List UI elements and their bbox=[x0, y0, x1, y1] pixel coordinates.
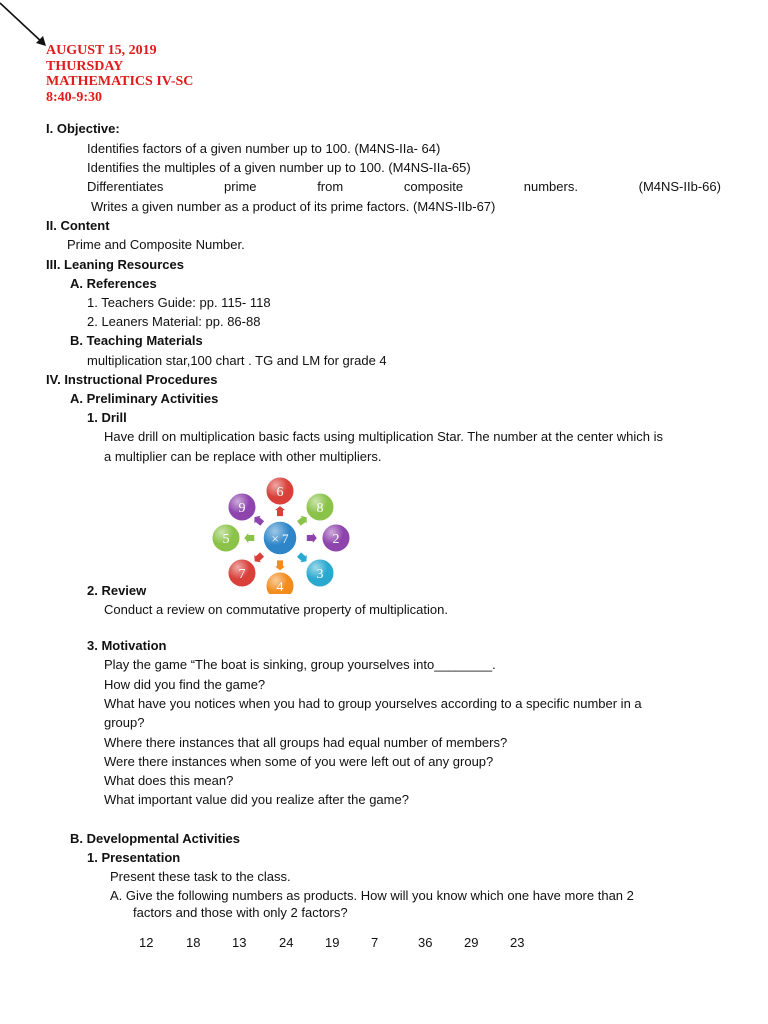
drill-text: a multiplier can be replace with other multipliers. bbox=[104, 449, 382, 464]
star-center-label: × 7 bbox=[271, 531, 289, 546]
star-outer-circle bbox=[228, 493, 256, 521]
multiplication-star bbox=[205, 476, 355, 594]
objective-item: Identifies factors of a given number up to 100. (M4NS-IIa- 64) bbox=[87, 141, 441, 156]
star-outer-circle bbox=[266, 572, 294, 594]
word: Differentiates bbox=[87, 179, 164, 194]
star-arrow bbox=[244, 533, 254, 543]
content-text: Prime and Composite Number. bbox=[67, 237, 245, 252]
references-heading: A. References bbox=[70, 276, 157, 291]
lesson-subject: MATHEMATICS IV-SC bbox=[46, 74, 194, 89]
star-outer-label: 5 bbox=[222, 532, 230, 547]
content-heading: II. Content bbox=[46, 218, 110, 233]
objective-heading: I. Objective: bbox=[46, 121, 120, 136]
developmental-heading: B. Developmental Activities bbox=[70, 831, 241, 846]
star-outer-label: 9 bbox=[238, 501, 246, 516]
resources-heading: III. Leaning Resources bbox=[46, 257, 184, 272]
star-center bbox=[263, 521, 297, 555]
motivation-line: group? bbox=[104, 715, 145, 730]
word: (M4NS-IIb-66) bbox=[638, 179, 721, 194]
objective-item: Writes a given number as a product of its prime factors. (M4NS-IIb-67) bbox=[91, 199, 496, 214]
star-outer-circle bbox=[306, 493, 334, 521]
star-outer-label: 3 bbox=[316, 567, 324, 582]
lesson-date: AUGUST 15, 2019 bbox=[46, 43, 157, 58]
reference-item: 1. Teachers Guide: pp. 115- 118 bbox=[87, 295, 271, 310]
motivation-line: Where there instances that all groups had equal number of members? bbox=[104, 735, 508, 750]
word: composite bbox=[403, 179, 464, 194]
star-arrow bbox=[296, 551, 310, 565]
motivation-line: What have you notices when you had to group yourselves according to a specific number in a bbox=[104, 696, 642, 711]
materials-heading: B. Teaching Materials bbox=[70, 333, 203, 348]
drill-text: Have drill on multiplication basic facts using multiplication Star. The number at the center which is bbox=[104, 429, 664, 444]
star-outer-circle bbox=[266, 477, 294, 505]
motivation-line: What does this mean? bbox=[104, 773, 234, 788]
task-a-text: factors and those with only 2 factors? bbox=[133, 905, 348, 920]
star-outer-circle bbox=[322, 524, 350, 552]
lesson-header bbox=[46, 43, 193, 105]
reference-item: 2. Leaners Material: pp. 86-88 bbox=[87, 314, 261, 329]
lesson-time: 8:40-9:30 bbox=[46, 89, 102, 105]
motivation-line: What important value did you realize after the game? bbox=[104, 792, 409, 807]
number-item: 24 bbox=[279, 935, 294, 950]
star-outer-circle bbox=[228, 559, 256, 587]
motivation-line: How did you find the game? bbox=[104, 677, 266, 692]
drill-heading: 1. Drill bbox=[87, 410, 127, 425]
star-outer-label: 8 bbox=[316, 501, 324, 516]
review-text: Conduct a review on commutative property of multiplication. bbox=[104, 602, 448, 617]
star-arrow bbox=[296, 513, 310, 527]
number-item: 13 bbox=[232, 935, 247, 950]
number-item: 29 bbox=[464, 935, 479, 950]
materials-text: multiplication star,100 chart . TG and LM for grade 4 bbox=[87, 353, 387, 368]
star-outer-label: 2 bbox=[332, 532, 340, 547]
motivation-heading: 3. Motivation bbox=[87, 638, 167, 653]
lesson-day: THURSDAY bbox=[46, 58, 124, 74]
presentation-text: Present these task to the class. bbox=[110, 869, 291, 884]
star-outer-label: 7 bbox=[238, 567, 246, 582]
task-a-text: A. Give the following numbers as products. How will you know which one have more than 2 bbox=[110, 888, 634, 903]
star-arrow bbox=[275, 506, 285, 516]
number-item: 12 bbox=[139, 935, 154, 950]
star-arrow bbox=[275, 560, 285, 570]
number-item: 7 bbox=[371, 935, 379, 950]
word: prime bbox=[224, 179, 257, 194]
motivation-line: Play the game “The boat is sinking, group yourselves into________. bbox=[104, 657, 496, 672]
word: from bbox=[317, 179, 344, 194]
review-heading: 2. Review bbox=[87, 583, 147, 598]
star-outer-circle bbox=[212, 524, 240, 552]
number-item: 18 bbox=[186, 935, 201, 950]
number-item: 19 bbox=[325, 935, 340, 950]
word: numbers. bbox=[523, 179, 578, 194]
number-item: 36 bbox=[418, 935, 433, 950]
star-outer-label: 6 bbox=[276, 485, 284, 500]
star-arrow bbox=[251, 551, 265, 565]
number-item: 23 bbox=[510, 935, 525, 950]
objective-item: Identifies the multiples of a given number up to 100. (M4NS-IIa-65) bbox=[87, 160, 471, 175]
star-arrow bbox=[307, 533, 317, 543]
objective-item-differentiates bbox=[87, 179, 721, 195]
star-outer-label: 4 bbox=[276, 580, 284, 594]
motivation-line: Were there instances when some of you were left out of any group? bbox=[104, 754, 494, 769]
star-outer-circle bbox=[306, 559, 334, 587]
preliminary-heading: A. Preliminary Activities bbox=[70, 391, 219, 406]
presentation-heading: 1. Presentation bbox=[87, 850, 181, 865]
procedures-heading: IV. Instructional Procedures bbox=[46, 372, 218, 387]
